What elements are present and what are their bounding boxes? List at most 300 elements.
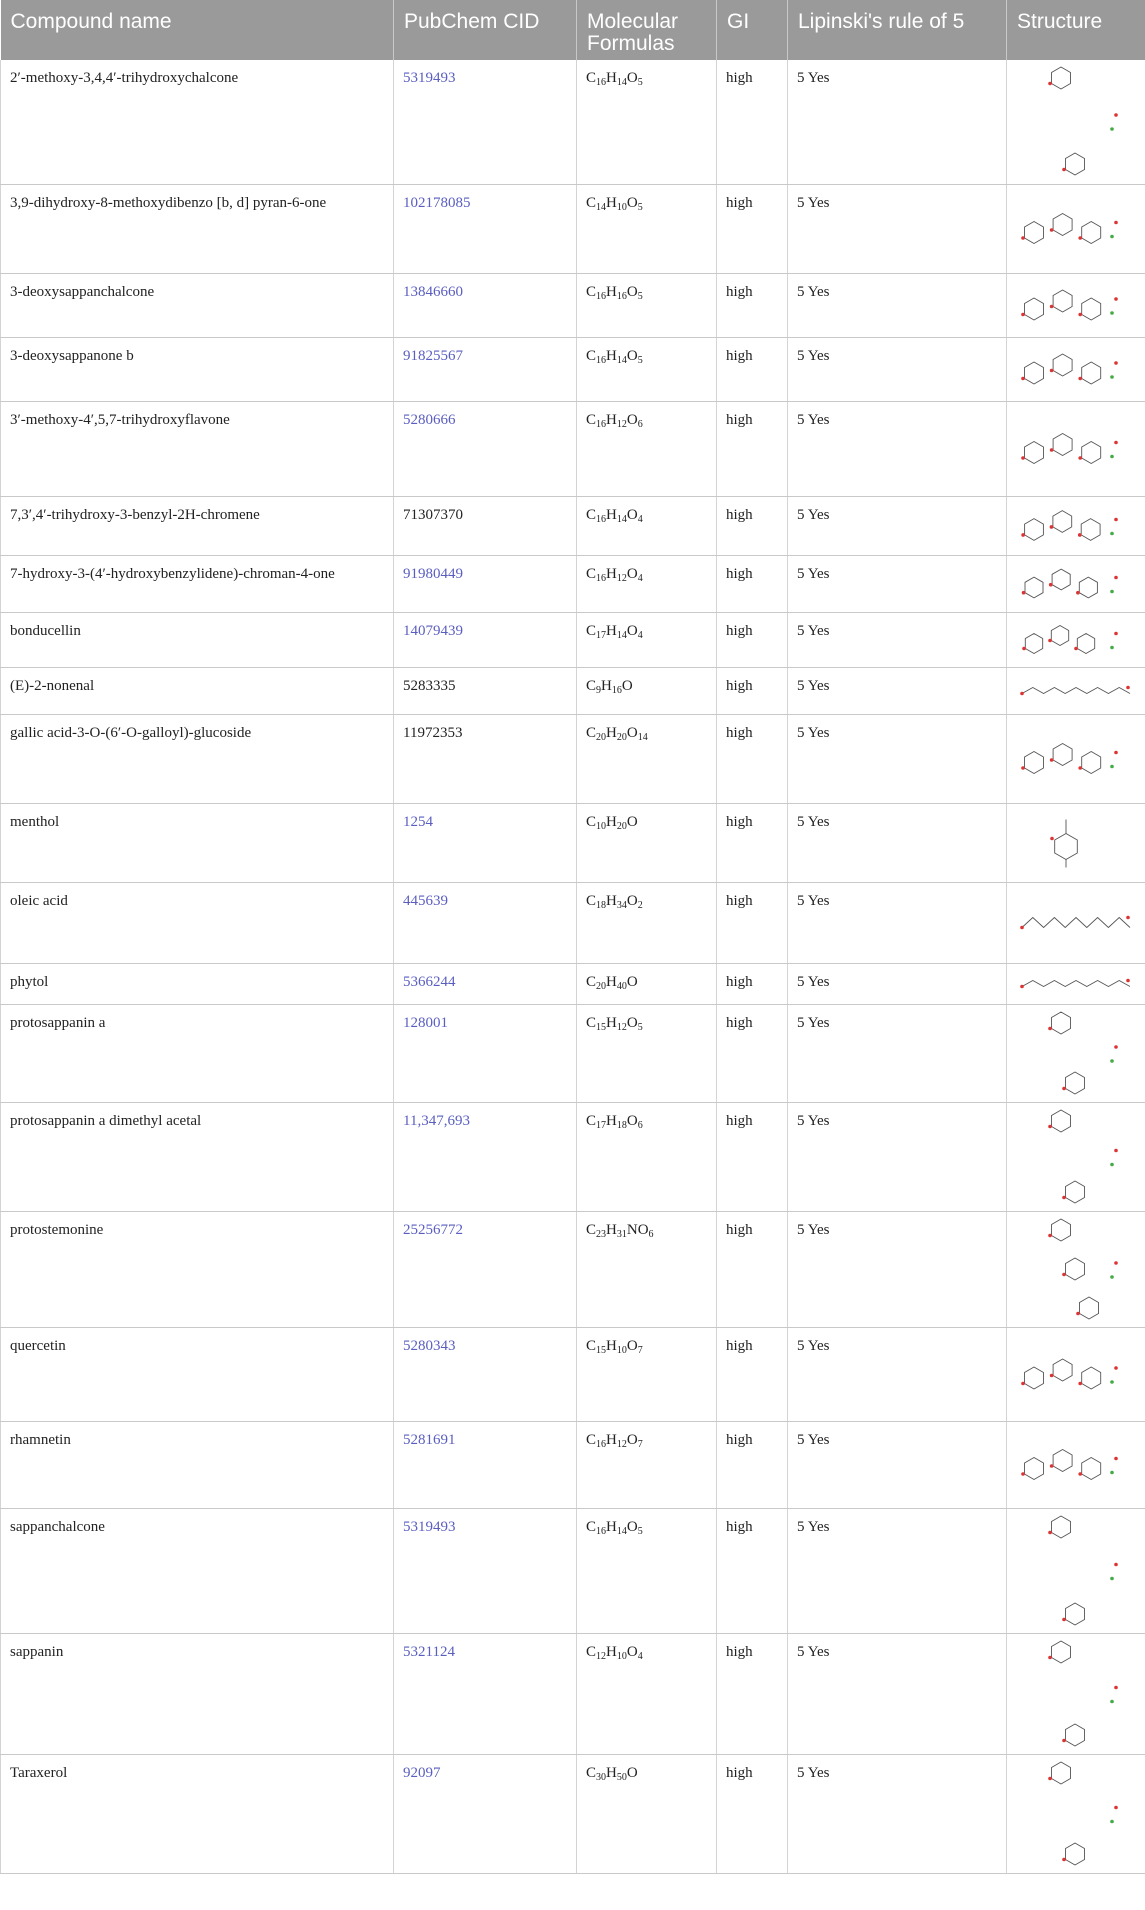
formula-element: C [586, 1764, 597, 1781]
gi-value: high [717, 273, 788, 337]
gi-value: high [717, 496, 788, 555]
compound-name: 7-hydroxy-3-(4′-hydroxybenzylidene)-chroman-4-one [1, 555, 394, 612]
lipinski-value: 5 Yes [788, 1754, 1007, 1873]
formula-element: C [586, 411, 597, 428]
formula-element: C [586, 1431, 597, 1448]
formula-element: O [626, 347, 638, 364]
formula-element: H [606, 506, 617, 523]
pubchem-cid-cell[interactable] [394, 1508, 577, 1633]
molecular-formula [577, 1633, 717, 1754]
formula-subscript: 15 [596, 1344, 607, 1356]
formula-element: O [626, 1518, 638, 1535]
pubchem-cid-link[interactable]: 91825567 [403, 347, 463, 364]
formula-element: H [606, 1221, 617, 1238]
formula-subscript: 16 [611, 684, 622, 696]
header-structure: Structure [1007, 0, 1145, 60]
lipinski-value: 5 Yes [788, 1211, 1007, 1327]
formula-subscript: 6 [648, 1228, 654, 1240]
structure-cell [1007, 1102, 1145, 1211]
compound-name: sappanchalcone [1, 1508, 394, 1633]
pubchem-cid-cell [394, 496, 577, 555]
formula-element: H [606, 347, 617, 364]
phytol-structure-icon [1016, 968, 1136, 999]
formula-subscript: 6 [637, 418, 643, 430]
table-body [1, 60, 1145, 1873]
formula-element: O [626, 973, 638, 990]
formula-subscript: 16 [596, 1438, 607, 1450]
compound-name: bonducellin [1, 612, 394, 667]
formula-element: O [626, 724, 638, 741]
formula-subscript: 12 [616, 418, 627, 430]
header-lipinski: Lipinski's rule of 5 [788, 0, 1007, 60]
compound-name: 3-deoxysappanone b [1, 337, 394, 401]
molecular-formula [577, 963, 717, 1004]
pubchem-cid-link[interactable]: 91980449 [403, 565, 463, 582]
formula-element: H [601, 677, 612, 694]
formula-subscript: 10 [616, 1344, 627, 1356]
formula-subscript: 14 [637, 731, 648, 743]
formula-subscript: 15 [596, 1021, 607, 1033]
table-row [1, 1327, 1145, 1421]
gi-value: high [717, 401, 788, 496]
taraxerol-structure-icon [1016, 1759, 1136, 1868]
molecular-formula [577, 612, 717, 667]
rhamnetin-structure-icon [1016, 1426, 1136, 1503]
molecular-formula [577, 555, 717, 612]
formula-subscript: 7 [637, 1344, 643, 1356]
formula-subscript: 16 [596, 290, 607, 302]
table-row [1, 882, 1145, 963]
table-row [1, 1508, 1145, 1633]
formula-element: O [626, 411, 638, 428]
formula-subscript: 16 [596, 418, 607, 430]
pubchem-cid-link[interactable]: 25256772 [403, 1221, 463, 1238]
pubchem-cid-link[interactable]: 5319493 [403, 70, 456, 86]
compound-name: gallic acid-3-O-(6′-O-galloyl)-glucoside [1, 714, 394, 803]
formula-subscript: 20 [596, 731, 607, 743]
pubchem-cid-link[interactable]: 92097 [403, 1764, 441, 1781]
table-row [1, 337, 1145, 401]
protosappanin-acetal-structure-icon [1016, 1107, 1136, 1206]
formula-subscript: 4 [637, 629, 643, 641]
formula-subscript: 20 [616, 820, 627, 832]
formula-element: H [606, 892, 617, 909]
formula-subscript: 14 [616, 77, 627, 88]
pubchem-cid-cell[interactable] [394, 612, 577, 667]
gi-value: high [717, 803, 788, 882]
pubchem-cid-link[interactable]: 102178085 [403, 194, 471, 211]
pubchem-cid-link[interactable]: 11,347,693 [403, 1112, 470, 1129]
lipinski-value: 5 Yes [788, 714, 1007, 803]
lipinski-value: 5 Yes [788, 273, 1007, 337]
lipinski-value: 5 Yes [788, 1633, 1007, 1754]
formula-element: O [626, 813, 638, 830]
lipinski-value: 5 Yes [788, 963, 1007, 1004]
formula-element: H [606, 1643, 617, 1660]
formula-element: O [626, 194, 638, 211]
formula-element: H [606, 411, 617, 428]
quercetin-structure-icon [1016, 1332, 1136, 1416]
formula-element: O [626, 892, 638, 909]
chalcone-structure-icon [1016, 64, 1136, 178]
bonducellin-structure-icon [1016, 617, 1136, 662]
formula-subscript: 17 [596, 629, 607, 641]
formula-element: NO [626, 1221, 649, 1238]
formula-element: H [606, 1112, 617, 1129]
formula-element: H [606, 1431, 617, 1448]
structure-cell [1007, 1004, 1145, 1102]
pubchem-cid-cell [394, 667, 577, 714]
gi-value: high [717, 667, 788, 714]
lipinski-value: 5 Yes [788, 555, 1007, 612]
chromanone-structure-icon [1016, 342, 1136, 396]
gi-value: high [717, 60, 788, 184]
molecular-formula [577, 667, 717, 714]
molecular-formula [577, 60, 717, 184]
formula-subscript: 20 [596, 980, 607, 992]
formula-element: H [606, 973, 617, 990]
formula-element: C [586, 194, 597, 211]
molecular-formula [577, 882, 717, 963]
structure-cell [1007, 882, 1145, 963]
pubchem-cid-text: 5283335 [403, 677, 456, 694]
header-compound-name: Compound name [1, 0, 394, 60]
formula-subscript: 5 [637, 1021, 643, 1033]
gi-value: high [717, 612, 788, 667]
table-row [1, 184, 1145, 273]
compound-name: 3′-methoxy-4′,5,7-trihydroxyflavone [1, 401, 394, 496]
formula-element: H [606, 70, 617, 86]
gi-value: high [717, 882, 788, 963]
formula-element: H [606, 194, 617, 211]
sappanchalcone-structure-icon [1016, 1513, 1136, 1628]
gi-value: high [717, 1102, 788, 1211]
table-row [1, 803, 1145, 882]
formula-subscript: 34 [616, 899, 627, 911]
compound-name: phytol [1, 963, 394, 1004]
lipinski-value: 5 Yes [788, 401, 1007, 496]
formula-subscript: 12 [616, 1021, 627, 1033]
lipinski-value: 5 Yes [788, 1508, 1007, 1633]
pubchem-cid-link[interactable]: 128001 [403, 1014, 448, 1031]
sappanin-structure-icon [1016, 1638, 1136, 1749]
structure-cell [1007, 555, 1145, 612]
formula-subscript: 16 [596, 354, 607, 366]
menthol-structure-icon [1016, 808, 1136, 877]
pubchem-cid-cell[interactable] [394, 1633, 577, 1754]
formula-element: C [586, 1014, 597, 1031]
formula-element: C [586, 1221, 597, 1238]
structure-cell [1007, 273, 1145, 337]
formula-subscript: 18 [596, 899, 607, 911]
formula-element: H [606, 1518, 617, 1535]
formula-subscript: 12 [616, 572, 627, 584]
formula-element: O [626, 1431, 638, 1448]
formula-subscript: 10 [596, 820, 607, 832]
formula-subscript: 20 [616, 731, 627, 743]
compound-name: 7,3′,4′-trihydroxy-3-benzyl-2H-chromene [1, 496, 394, 555]
structure-cell [1007, 667, 1145, 714]
structure-cell [1007, 337, 1145, 401]
compound-name: protostemonine [1, 1211, 394, 1327]
compound-name: (E)-2-nonenal [1, 667, 394, 714]
gi-value: high [717, 1754, 788, 1873]
formula-subscript: 14 [596, 201, 607, 213]
formula-element: O [626, 1112, 638, 1129]
lipinski-value: 5 Yes [788, 667, 1007, 714]
formula-element: H [606, 283, 617, 300]
pubchem-cid-cell[interactable] [394, 1102, 577, 1211]
pubchem-cid-link[interactable]: 13846660 [403, 283, 463, 300]
molecular-formula [577, 1004, 717, 1102]
molecular-formula [577, 1421, 717, 1508]
formula-subscript: 16 [596, 1525, 607, 1537]
galloyl-glucoside-structure-icon [1016, 719, 1136, 798]
formula-subscript: 9 [596, 684, 602, 696]
formula-element: O [626, 1643, 638, 1660]
pubchem-cid-cell[interactable] [394, 401, 577, 496]
compound-name: 3,9-dihydroxy-8-methoxydibenzo [b, d] pyran-6-one [1, 184, 394, 273]
formula-subscript: 5 [637, 1525, 643, 1537]
compound-name: rhamnetin [1, 1421, 394, 1508]
gi-value: high [717, 1004, 788, 1102]
compound-name: protosappanin a [1, 1004, 394, 1102]
formula-subscript: 31 [616, 1228, 627, 1240]
lipinski-value: 5 Yes [788, 882, 1007, 963]
gi-value: high [717, 1508, 788, 1633]
formula-element: C [586, 724, 597, 741]
pubchem-cid-cell[interactable] [394, 1327, 577, 1421]
formula-element: O [626, 565, 638, 582]
structure-cell [1007, 963, 1145, 1004]
molecular-formula [577, 1754, 717, 1873]
pubchem-cid-cell[interactable] [394, 337, 577, 401]
formula-element: C [586, 506, 597, 523]
lipinski-value: 5 Yes [788, 1327, 1007, 1421]
formula-subscript: 23 [596, 1228, 607, 1240]
pubchem-cid-cell[interactable] [394, 1004, 577, 1102]
protosappanin-structure-icon [1016, 1009, 1136, 1097]
compound-name: menthol [1, 803, 394, 882]
formula-subscript: 5 [637, 77, 643, 88]
header-molecular-formulas: Molecular Formulas [577, 0, 717, 60]
formula-element: C [586, 1518, 597, 1535]
gi-value: high [717, 963, 788, 1004]
compound-name: 3-deoxysappanchalcone [1, 273, 394, 337]
table-row [1, 401, 1145, 496]
molecular-formula [577, 184, 717, 273]
molecular-formula [577, 496, 717, 555]
molecular-formula [577, 401, 717, 496]
molecular-formula [577, 1102, 717, 1211]
pubchem-cid-link[interactable]: 5321124 [403, 1643, 455, 1660]
structure-cell [1007, 401, 1145, 496]
protostemonine-structure-icon [1016, 1216, 1136, 1322]
header-pubchem-cid: PubChem CID [394, 0, 577, 60]
header-gi: GI [717, 0, 788, 60]
formula-subscript: 14 [616, 513, 627, 525]
formula-element: C [586, 1337, 597, 1354]
gi-value: high [717, 555, 788, 612]
formula-element: C [586, 1112, 597, 1129]
formula-element: O [626, 506, 638, 523]
compound-name: oleic acid [1, 882, 394, 963]
formula-element: C [586, 283, 597, 300]
nonenal-structure-icon [1016, 672, 1136, 709]
formula-subscript: 16 [616, 290, 627, 302]
lipinski-value: 5 Yes [788, 184, 1007, 273]
formula-element: H [606, 1014, 617, 1031]
benzylidene-chromanone-structure-icon [1016, 560, 1136, 607]
chromanol-structure-icon [1016, 278, 1136, 332]
formula-subscript: 50 [616, 1771, 627, 1783]
molecular-formula [577, 1211, 717, 1327]
formula-element: O [626, 1764, 638, 1781]
molecular-formula [577, 337, 717, 401]
pubchem-cid-link[interactable]: 5280666 [403, 411, 456, 428]
table-row [1, 1211, 1145, 1327]
pubchem-cid-cell[interactable] [394, 1211, 577, 1327]
table-row [1, 1004, 1145, 1102]
table-row [1, 1754, 1145, 1873]
pubchem-cid-link[interactable]: 5281691 [403, 1431, 456, 1448]
formula-subscript: 10 [616, 1650, 627, 1662]
formula-subscript: 14 [616, 1525, 627, 1537]
structure-cell [1007, 612, 1145, 667]
table-header-row [1, 0, 1145, 60]
lipinski-value: 5 Yes [788, 612, 1007, 667]
lipinski-value: 5 Yes [788, 1421, 1007, 1508]
pubchem-cid-cell[interactable] [394, 803, 577, 882]
gi-value: high [717, 1421, 788, 1508]
molecular-formula [577, 1508, 717, 1633]
structure-cell [1007, 1211, 1145, 1327]
lipinski-value: 5 Yes [788, 1102, 1007, 1211]
formula-element: C [586, 565, 597, 582]
pubchem-cid-text: 71307370 [403, 506, 463, 523]
structure-cell [1007, 1508, 1145, 1633]
formula-subscript: 17 [596, 1119, 607, 1131]
structure-cell [1007, 1633, 1145, 1754]
pubchem-cid-cell[interactable] [394, 273, 577, 337]
pubchem-cid-link[interactable]: 445639 [403, 892, 448, 909]
molecular-formula [577, 803, 717, 882]
formula-element: O [626, 622, 638, 639]
compound-name: sappanin [1, 1633, 394, 1754]
table-row [1, 1102, 1145, 1211]
gi-value: high [717, 1211, 788, 1327]
dibenzopyranone-structure-icon [1016, 189, 1136, 268]
formula-subscript: 4 [637, 572, 643, 584]
formula-subscript: 7 [637, 1438, 643, 1450]
pubchem-cid-cell[interactable] [394, 60, 577, 184]
table-row [1, 273, 1145, 337]
pubchem-cid-link[interactable]: 5319493 [403, 1518, 456, 1535]
compound-name: Taraxerol [1, 1754, 394, 1873]
formula-element: O [626, 1014, 638, 1031]
formula-subscript: 12 [596, 1650, 607, 1662]
table-row [1, 667, 1145, 714]
table-row [1, 612, 1145, 667]
formula-subscript: 5 [637, 290, 643, 302]
formula-subscript: 12 [616, 1438, 627, 1450]
formula-element: O [621, 677, 633, 694]
formula-element: H [606, 813, 617, 830]
formula-element: C [586, 347, 597, 364]
formula-subscript: 16 [596, 572, 607, 584]
pubchem-cid-link[interactable]: 5280343 [403, 1337, 456, 1354]
formula-subscript: 5 [637, 201, 643, 213]
pubchem-cid-link[interactable]: 1254 [403, 813, 433, 830]
pubchem-cid-cell[interactable] [394, 882, 577, 963]
structure-cell [1007, 184, 1145, 273]
molecular-formula [577, 1327, 717, 1421]
formula-subscript: 4 [637, 1650, 643, 1662]
formula-element: C [586, 813, 597, 830]
gi-value: high [717, 337, 788, 401]
structure-cell [1007, 714, 1145, 803]
formula-element: C [586, 973, 597, 990]
formula-subscript: 14 [616, 629, 627, 641]
flavone-structure-icon [1016, 406, 1136, 491]
formula-element: C [586, 1643, 597, 1660]
lipinski-value: 5 Yes [788, 1004, 1007, 1102]
formula-subscript: 14 [616, 354, 627, 366]
formula-subscript: 16 [596, 513, 607, 525]
formula-element: C [586, 892, 597, 909]
formula-subscript: 5 [637, 354, 643, 366]
structure-cell [1007, 803, 1145, 882]
gi-value: high [717, 714, 788, 803]
lipinski-value: 5 Yes [788, 496, 1007, 555]
formula-element: O [626, 1337, 638, 1354]
table-row [1, 963, 1145, 1004]
formula-subscript: 4 [637, 513, 643, 525]
formula-subscript: 10 [616, 201, 627, 213]
table-row [1, 60, 1145, 184]
pubchem-cid-link[interactable]: 5366244 [403, 973, 456, 990]
formula-subscript: 2 [637, 899, 643, 911]
structure-cell [1007, 1421, 1145, 1508]
table-row [1, 1633, 1145, 1754]
gi-value: high [717, 1327, 788, 1421]
pubchem-cid-cell[interactable] [394, 184, 577, 273]
pubchem-cid-cell[interactable] [394, 963, 577, 1004]
formula-element: C [586, 677, 597, 694]
pubchem-cid-cell[interactable] [394, 1754, 577, 1873]
molecular-formula [577, 273, 717, 337]
pubchem-cid-cell [394, 714, 577, 803]
lipinski-value: 5 Yes [788, 60, 1007, 184]
table-row [1, 714, 1145, 803]
formula-subscript: 30 [596, 1771, 607, 1783]
pubchem-cid-cell[interactable] [394, 555, 577, 612]
structure-cell [1007, 1327, 1145, 1421]
formula-element: H [606, 622, 617, 639]
formula-element: H [606, 1337, 617, 1354]
gi-value: high [717, 184, 788, 273]
formula-subscript: 16 [596, 77, 607, 88]
pubchem-cid-cell[interactable] [394, 1421, 577, 1508]
table-row [1, 1421, 1145, 1508]
formula-subscript: 18 [616, 1119, 627, 1131]
compound-name: quercetin [1, 1327, 394, 1421]
gi-value: high [717, 1633, 788, 1754]
compound-name: 2′-methoxy-3,4,4′-trihydroxychalcone [1, 60, 394, 184]
pubchem-cid-link[interactable]: 14079439 [403, 622, 463, 639]
formula-subscript: 40 [616, 980, 627, 992]
compound-name: protosappanin a dimethyl acetal [1, 1102, 394, 1211]
